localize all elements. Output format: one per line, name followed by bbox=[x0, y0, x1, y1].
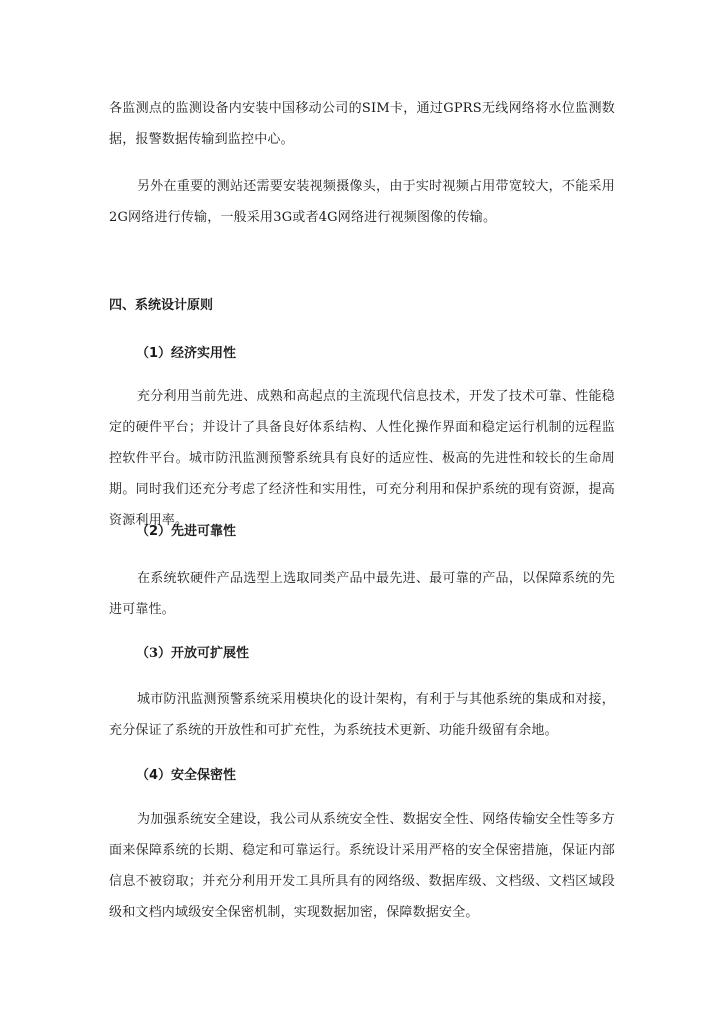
paragraph-intro-continuation: 各监测点的监测设备内安装中国移动公司的SIM卡，通过GPRS无线网络将水位监测数据，报警数据传输到监控中心。 bbox=[109, 101, 615, 147]
subheading-reliability: （2）先进可靠性 bbox=[136, 524, 237, 539]
subheading-security: （4）安全保密性 bbox=[136, 768, 237, 783]
paragraph-reliability: 在系统软硬件产品选型上选取同类产品中最先进、最可靠的产品，以保障系统的先进可靠性。 bbox=[109, 571, 615, 617]
section-heading: 四、系统设计原则 bbox=[109, 298, 214, 313]
paragraph-extensibility: 城市防汛监测预警系统采用模块化的设计架构，有利于与其他系统的集成和对接，充分保证了系统的开放性和可扩充性，为系统技术更新、功能升级留有余地。 bbox=[109, 692, 615, 738]
subheading-economy: （1）经济实用性 bbox=[136, 346, 237, 361]
paragraph-security: 为加强系统安全建设，我公司从系统安全性、数据安全性、网络传输安全性等多方面来保障系统的长期、稳定和可靠运行。系统设计采用严格的安全保密措施，保证内部信息不被窃取；并充分利用开发工具所具有的网络级、数据库级、文档级、文档区域段级和文档内域级安全保密机制，实现数据加密，保障数据安全。 bbox=[109, 812, 615, 920]
paragraph-economy: 充分利用当前先进、成熟和高起点的主流现代信息技术，开发了技术可靠、性能稳定的硬件平台；并设计了具备良好体系结构、人性化操作界面和稳定运行机制的远程监控软件平台。城市防汛监测预警系统具有良好的适应性、极高的先进性和较长的生命周期。同时我们还充分考虑了经济性和实用性，可充分利用和保护系统的现有资源，提高资源利用率。 bbox=[109, 389, 615, 528]
subheading-extensibility: （3）开放可扩展性 bbox=[136, 646, 250, 661]
paragraph-video: 另外在重要的测站还需要安装视频摄像头，由于实时视频占用带宽较大，不能采用2G网络进行传输，一般采用3G或者4G网络进行视频图像的传输。 bbox=[109, 179, 615, 225]
